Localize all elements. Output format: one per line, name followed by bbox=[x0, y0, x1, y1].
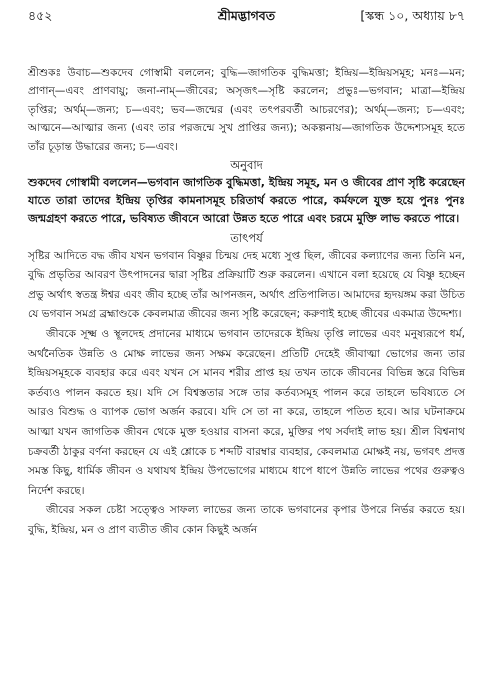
purport-heading: তাৎপর্য bbox=[230, 230, 263, 245]
translation-paragraph: শুকদেব গোস্বামী বললেন—ভগবান জাগতিক বুদ্ধিমত্তা, ইন্দ্রিয় সমূহ, মন ও জীবের প্রাণ সৃষ্টি করেছেন যাতে তারা তাদের ইন্দ্রিয় তৃপ্তির কামনাসমূহ চরিতার্থ করতে পারে, কর্মফলে যুক্ত হয়ে পুনঃ পুনঃ জন্মগ্রহণ করতে পারে, ভবিষ্যত জীবনে আরো উন্নত হতে পারে এবং চরমে মুক্তি লাভ করতে পারে। bbox=[28, 176, 465, 226]
purport-paragraph: জীবের সকল চেষ্টা সত্ত্বেও সাফল্য লাভের জন্য তাকে ভগবানের কৃপার উপরে নির্ভর করতে হয়। বুদ্ধি, ইন্দ্রিয়, মন ও প্রাণ ব্যতীত জীব কোন কিছুই অর্জন bbox=[28, 504, 465, 536]
page-header bbox=[28, 6, 465, 28]
purport-paragraph: জীবকে সূক্ষ্ম ও স্থূলদেহ প্রদানের মাধ্যমে ভগবান তাদেরকে ইন্দ্রিয় তৃপ্তি লাভের এবং মনুষ্যরূপে ধর্ম, অর্থনৈতিক উন্নতি ও মোক্ষ লাভের জন্য সক্ষম করেছেন। প্রতিটি দেহেই জীবাত্মা ভোগের জন্য তার ইন্দ্রিয়সমূহকে ব্যবহার করে এবং যখন সে মানব শরীর প্রাপ্ত হয় তখন তাকে জীবনের বিভিন্ন স্তরে বিভিন্ন কর্তব্যও পালন করতে হয়। যদি সে বিশ্বস্ততার সঙ্গে তার কর্তব্যসমূহ পালন করে তাহলে ভবিষ্যতে সে আরও বিশুদ্ধ ও ব্যাপক ভোগ অর্জন করবে। যদি সে তা না করে, তাহলে পতিত হবে। আর ঘটনাক্রমে আত্মা যখন জাগতিক জীবন থেকে মুক্ত হওয়ার বাসনা করে, মুক্তির পথ সর্বদাই লাভ হয়। শ্রীল বিশ্বনাথ চক্রবর্তী ঠাকুর বর্ণনা করছেন যে এই শ্লোকে চ শব্দটি বারম্বার ব্যবহার, কেবলমাত্র মোক্ষই নয়, ভগবৎ প্রদত্ত সমস্ত কিছু, ধার্মিক জীবন ও যথাযথ ইন্দ্রিয় উপভোগের মাধ্যমে ধাপে ধাপে উন্নতি লাভের পথের গুরুত্বও নির্দেশ করছে। bbox=[28, 328, 465, 497]
page-body bbox=[28, 64, 465, 541]
purport-paragraph: সৃষ্টির আদিতে বদ্ধ জীব যখন ভগবান বিষ্ণুর চিন্ময় দেহ মধ্যে সুপ্ত ছিল, জীবের কল্যাণের জন্য তিনি মন, বুদ্ধি প্রভৃতির আবরণ উৎপাদনের দ্বারা সৃষ্টির প্রক্রিয়াটি শুরু করলেন। এখানে বলা হয়েছে যে বিষ্ণু হচ্ছেন প্রভু অর্থাৎ স্বতন্ত্র ঈশ্বর এবং জীব হচ্ছে তাঁর আপনজন, অর্থাৎ প্রতিপালিত। আমাদের হৃদয়ঙ্গম করা উচিত যে ভগবান সমগ্র ব্রহ্মাণ্ডকে কেবলমাত্র জীবের জন্য সৃষ্টি করেছেন; করুণাই হচ্ছে জীবের একমাত্র উদ্দেশ্য। bbox=[28, 249, 465, 321]
book-title: শ্রীমদ্ভাগবত bbox=[217, 8, 276, 23]
translation-heading: অনুবাদ bbox=[230, 158, 263, 173]
chapter-reference: [স্কন্ধ ১০, অধ্যায় ৮৭ bbox=[360, 8, 465, 23]
page-number: ৪৫২ bbox=[28, 8, 53, 23]
synonyms-paragraph: শ্রীশুকঃ উবাচ—শুকদেব গোস্বামী বললেন; বুদ্ধি—জাগতিক বুদ্ধিমত্তা; ইন্দ্রিয়—ইন্দ্রিয়সমূহ; মনঃ—মন; প্রাণান্—এবং প্রাণবায়ু; জনা-নাম্—জীবের; অসৃজৎ—সৃষ্টি করলেন; প্রভুঃ—ভগবান; মাত্রা—ইন্দ্রিয় তৃপ্তির; অর্থম্—জন্য; চ—এবং; ভব—জন্মের (এবং তৎপরবর্তী আচরণের); অর্থম্—জন্য; চ—এবং; আত্মনে—আত্মার জন্য (এবং তার পরজন্মে সুখ প্রাপ্তির জন্য); অকল্পনায়—জাগতিক উদ্দেশ্যসমূহ হতে তাঁর চূড়ান্ত উদ্ধারের জন্য; চ—এবং। bbox=[28, 67, 465, 153]
